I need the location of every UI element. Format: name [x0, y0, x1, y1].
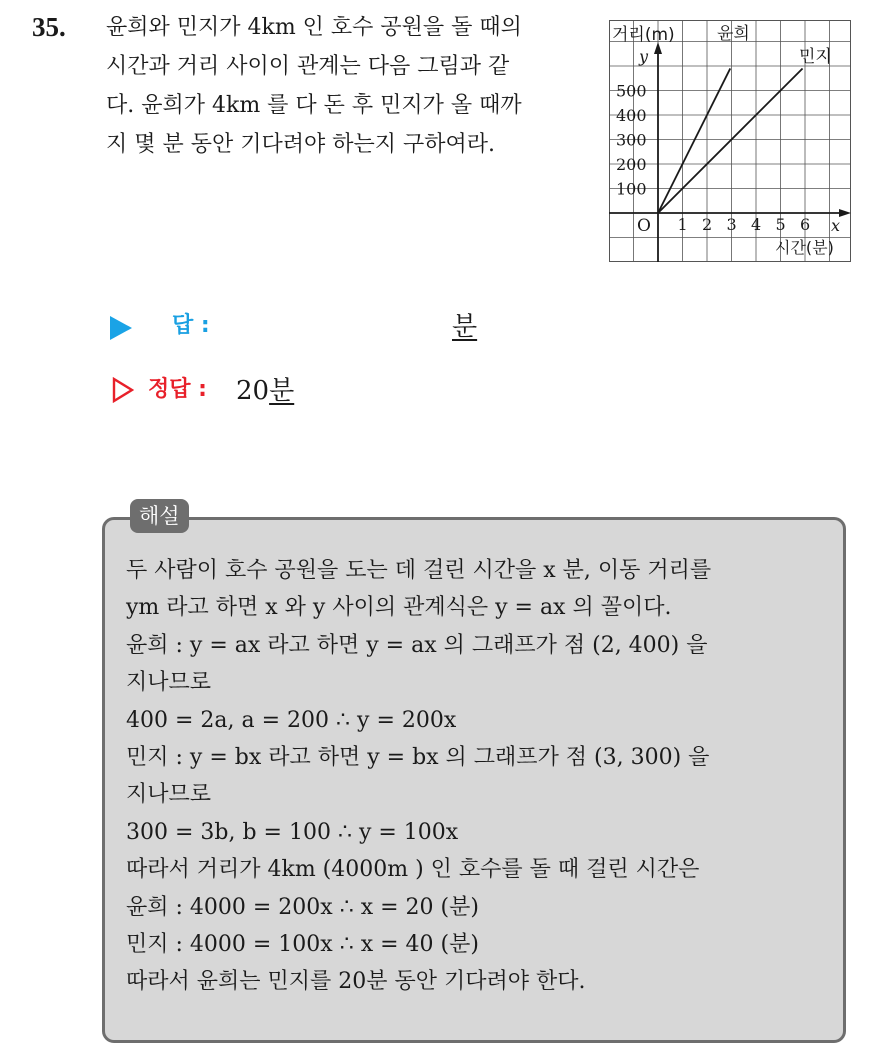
- explanation-line: 민지 : 4000 = 100x ∴ x = 40 (분): [126, 932, 479, 958]
- x-axis-title: 시간(분): [775, 238, 834, 257]
- y-tick-label: 400: [616, 106, 647, 125]
- question-number: 35.: [32, 12, 66, 42]
- y-tick-label: 200: [616, 155, 647, 174]
- series-label: 민지: [799, 47, 832, 67]
- explanation-line: 민지 : y = bx 라고 하면 y = bx 의 그래프가 점 (3, 300) 을: [126, 745, 710, 771]
- question-line: 지 몇 분 동안 기다려야 하는지 구하여라.: [106, 132, 495, 157]
- question-text: [106, 8, 586, 164]
- y-axis-letter: y: [639, 47, 649, 66]
- explanation-line: 두 사람이 호수 공원을 도는 데 걸린 시간을 x 분, 이동 거리를: [126, 558, 712, 583]
- question-line: 윤희와 민지가 4km 인 호수 공원을 돌 때의: [106, 15, 522, 40]
- explanation-line: 윤희 : 4000 = 200x ∴ x = 20 (분): [126, 894, 479, 920]
- answer-arrow-icon: [110, 316, 132, 340]
- explanation-text: [126, 552, 836, 1001]
- explanation-line: 지나므로: [126, 782, 212, 808]
- origin-label: O: [637, 216, 651, 236]
- explanation-line: 따라서 거리가 4km (4000m ) 인 호수를 돌 때 걸린 시간은: [126, 857, 700, 883]
- explanation-line: 따라서 윤희는 민지를 20분 동안 기다려야 한다.: [126, 969, 586, 995]
- x-axis-letter: x: [831, 216, 841, 235]
- solution-row: [110, 370, 510, 410]
- y-tick-label: 300: [616, 130, 647, 150]
- x-axis-arrow-icon: [839, 209, 851, 217]
- question-line: 시간과 거리 사이이 관계는 다음 그림과 같: [106, 54, 510, 79]
- distance-time-graph: [609, 20, 851, 262]
- x-tick-label: 4: [751, 215, 762, 234]
- solution-value: [236, 370, 294, 407]
- series-label: 윤희: [717, 24, 750, 44]
- x-tick-label: 6: [800, 215, 811, 234]
- solution-arrow-icon: [112, 377, 134, 403]
- x-tick-label: 1: [677, 215, 688, 234]
- explanation-line: 지나므로: [126, 670, 212, 696]
- x-tick-label: 3: [726, 215, 737, 234]
- explanation-line: 윤희 : y = ax 라고 하면 y = ax 의 그래프가 점 (2, 400) 을: [126, 632, 708, 658]
- solution-unit: 분: [269, 376, 295, 406]
- answer-unit: 분: [452, 312, 478, 342]
- explanation-tag: 해설: [130, 499, 189, 533]
- y-tick-label: 500: [616, 81, 647, 101]
- explanation-line: 300 = 3b, b = 100 ∴ y = 100x: [126, 819, 459, 845]
- x-tick-label: 2: [702, 215, 713, 234]
- explanation-line: ym 라고 하면 x 와 y 사이의 관계식은 y = ax 의 꼴이다.: [126, 595, 672, 621]
- x-tick-label: 5: [775, 215, 786, 234]
- answer-row: [110, 306, 610, 346]
- solution-number: 20: [236, 376, 270, 406]
- question-line: 다. 윤희가 4km 를 다 돈 후 민지가 올 때까: [106, 93, 522, 118]
- y-tick-label: 100: [616, 179, 647, 199]
- solution-label: 정답 :: [148, 377, 207, 402]
- y-axis-title: 거리(m): [612, 25, 675, 45]
- graph-svg: [609, 20, 851, 262]
- explanation-line: 400 = 2a, a = 200 ∴ y = 200x: [126, 707, 457, 733]
- answer-label: 답 :: [172, 313, 210, 338]
